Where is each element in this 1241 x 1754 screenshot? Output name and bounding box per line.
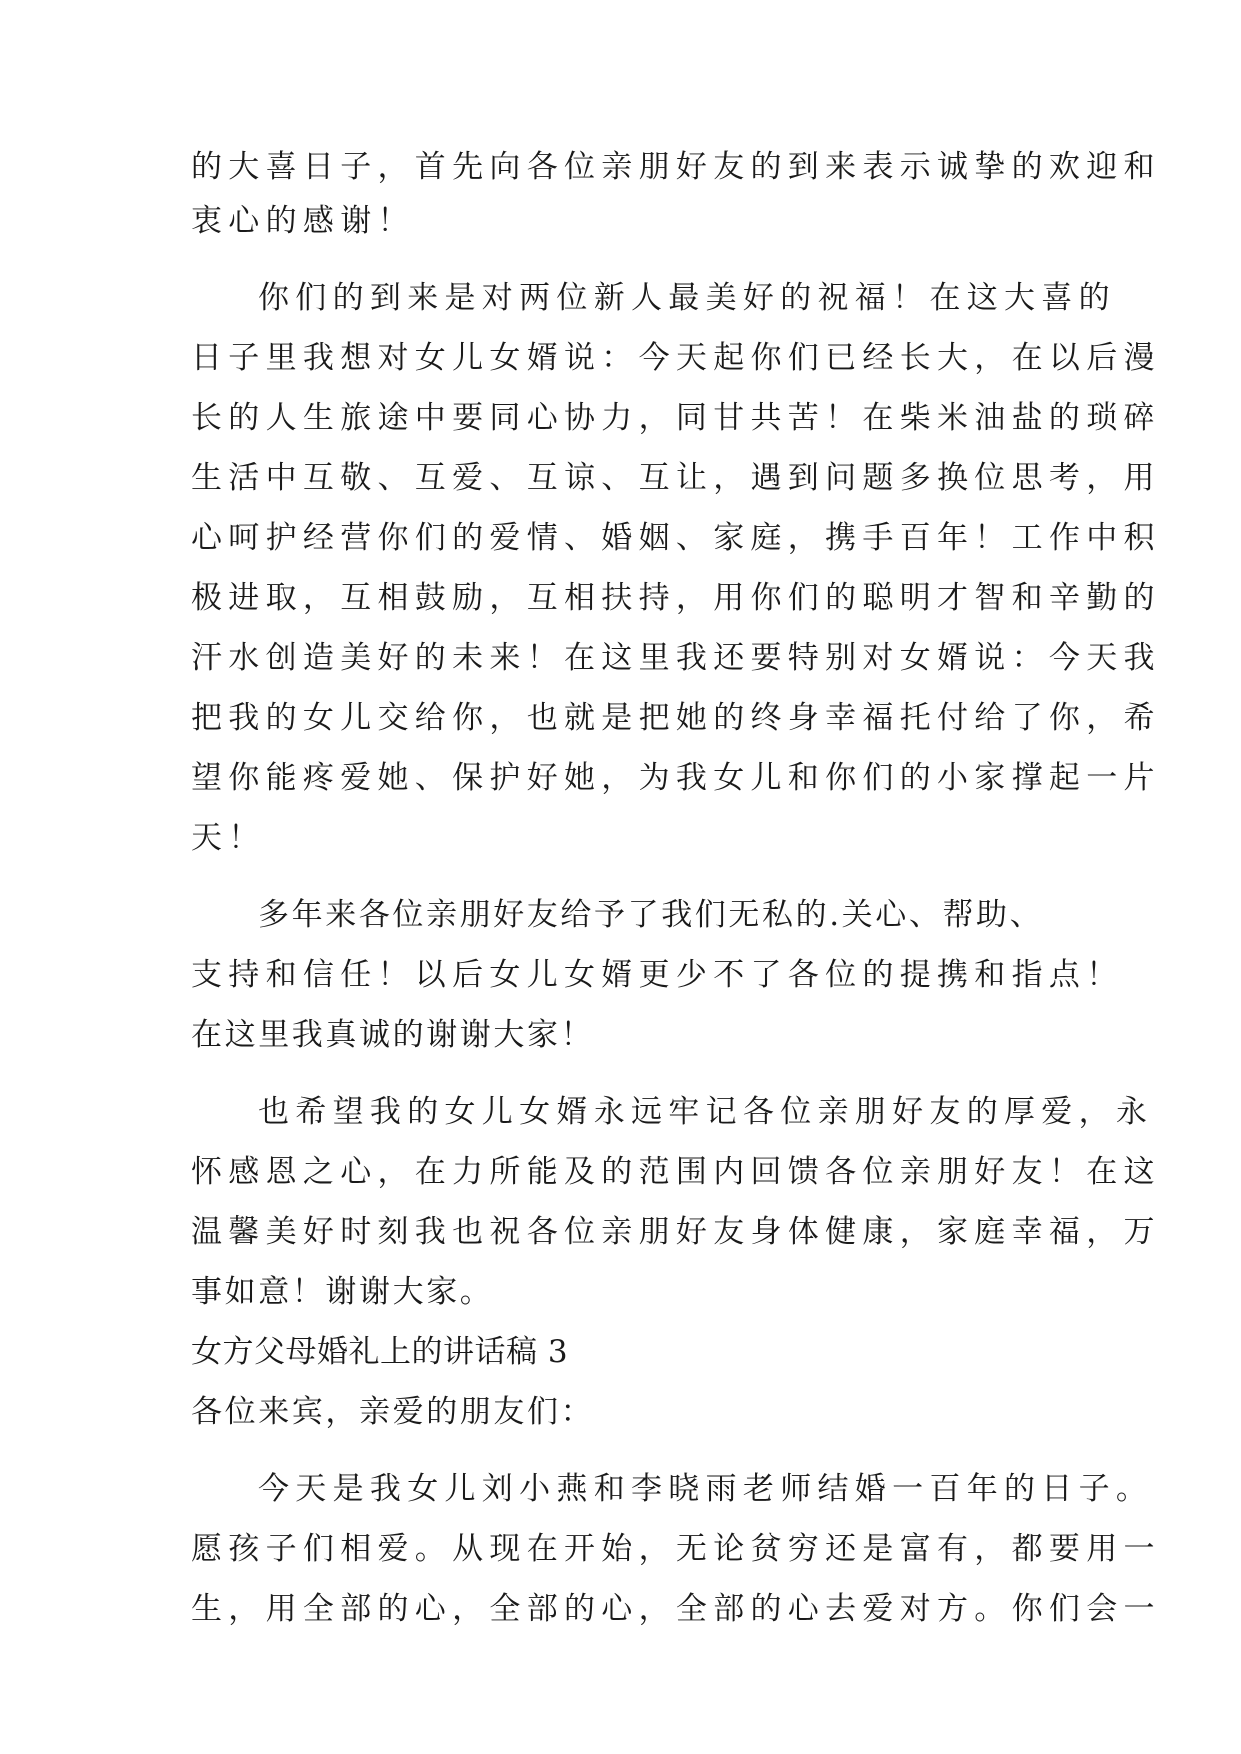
text-line: 愿孩子们相爱。从现在开始，无论贫穷还是富有，都要用一: [191, 1531, 1161, 1567]
text-line: 把我的女儿交给你，也就是把她的终身幸福托付给了你，希: [191, 700, 1161, 736]
text-line: 在这里我真诚的谢谢大家！: [191, 1017, 595, 1053]
text-line: 极进取，互相鼓励，互相扶持，用你们的聪明才智和辛勤的: [191, 580, 1161, 616]
text-line: 衷心的感谢！: [191, 203, 415, 239]
text-line: 你们的到来是对两位新人最美好的祝福！在这大喜的: [258, 280, 1116, 316]
text-line: 生，用全部的心，全部的心，全部的心去爱对方。你们会一: [191, 1591, 1161, 1627]
section-heading: 女方父母婚礼上的讲话稿 3: [191, 1334, 569, 1370]
text-line: 今天是我女儿刘小燕和李晓雨老师结婚一百年的日子。: [258, 1471, 1154, 1507]
text-line: 汗水创造美好的未来！在这里我还要特别对女婿说：今天我: [191, 640, 1161, 676]
text-line: 多年来各位亲朋好友给予了我们无私的.关心、帮助、: [258, 897, 1044, 933]
text-line: 也希望我的女儿女婿永远牢记各位亲朋好友的厚爱，永: [258, 1094, 1154, 1130]
text-line: 事如意！谢谢大家。: [191, 1274, 494, 1310]
text-line: 日子里我想对女儿女婿说：今天起你们已经长大，在以后漫: [191, 340, 1161, 376]
salutation: 各位来宾，亲爱的朋友们：: [191, 1394, 595, 1430]
text-line: 天！: [191, 820, 266, 856]
text-line: 心呵护经营你们的爱情、婚姻、家庭，携手百年！工作中积: [191, 520, 1161, 556]
text-line: 生活中互敬、互爱、互谅、互让，遇到问题多换位思考，用: [191, 460, 1161, 496]
text-line: 长的人生旅途中要同心协力，同甘共苦！在柴米油盐的琐碎: [191, 400, 1161, 436]
text-line: 支持和信任！以后女儿女婿更少不了各位的提携和指点！: [191, 957, 1124, 993]
text-line: 的大喜日子，首先向各位亲朋好友的到来表示诚挚的欢迎和: [191, 149, 1161, 185]
text-line: 望你能疼爱她、保护好她，为我女儿和你们的小家撑起一片: [191, 760, 1161, 796]
text-line: 温馨美好时刻我也祝各位亲朋好友身体健康，家庭幸福，万: [191, 1214, 1161, 1250]
text-line: 怀感恩之心，在力所能及的范围内回馈各位亲朋好友！在这: [191, 1154, 1161, 1190]
